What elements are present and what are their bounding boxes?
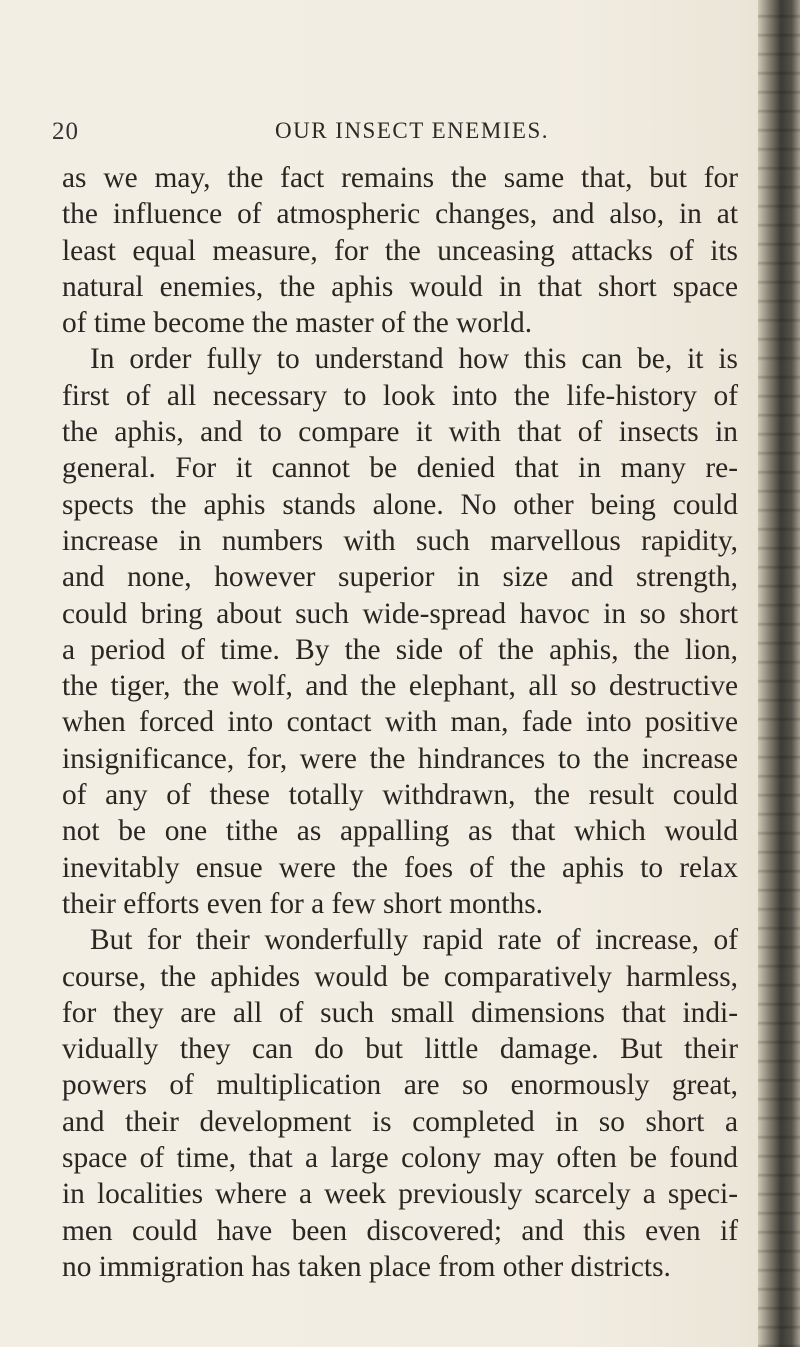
- text-line: in localities where a week previously scarcely a speci-: [62, 1178, 738, 1211]
- text-line: for they are all of such small dimensions that indi-: [62, 996, 738, 1029]
- text-line: and none, however superior in size and strength,: [62, 561, 738, 594]
- text-line: and their development is completed in so short a: [62, 1105, 738, 1138]
- page-number: 20: [52, 118, 79, 145]
- text-line: not be one tithe as appalling as that which would: [62, 815, 738, 848]
- text-line: space of time, that a large colony may often be found: [62, 1142, 738, 1175]
- text-line: the aphis, and to compare it with that of insects in: [62, 416, 738, 449]
- text-line: least equal measure, for the unceasing attacks of its: [62, 234, 738, 267]
- text-line: vidually they can do but little damage. But their: [62, 1033, 738, 1066]
- text-line: course, the aphides would be comparatively harmless,: [62, 960, 738, 993]
- body-text: [62, 160, 738, 1285]
- text-line: powers of multiplication are so enormously great,: [62, 1069, 738, 1102]
- book-binding-edge: [758, 0, 800, 1347]
- text-line: of time become the master of the world.: [62, 307, 533, 340]
- running-title: OUR INSECT ENEMIES.: [274, 118, 550, 143]
- text-line: inevitably ensue were the foes of the aphis to relax: [62, 851, 738, 884]
- text-line: a period of time. By the side of the aphis, the lion,: [62, 633, 738, 666]
- text-line: In order fully to understand how this can be, it is: [90, 343, 738, 376]
- text-line: natural enemies, the aphis would in that short space: [62, 270, 738, 303]
- text-line: the influence of atmospheric changes, and also, in at: [62, 198, 738, 231]
- text-line: first of all necessary to look into the life-history of: [62, 379, 738, 412]
- text-line: the tiger, the wolf, and the elephant, all so destructive: [62, 670, 738, 703]
- text-line: increase in numbers with such marvellous rapidity,: [62, 524, 738, 557]
- text-line: of any of these totally withdrawn, the result could: [62, 779, 738, 812]
- text-line: their efforts even for a few short months.: [62, 887, 543, 920]
- page-header: [52, 112, 732, 152]
- text-line: as we may, the fact remains the same that, but for: [62, 162, 738, 194]
- text-line: no immigration has taken place from other districts.: [62, 1250, 671, 1283]
- text-line: men could have been discovered; and this even if: [62, 1214, 738, 1247]
- text-line: when forced into contact with man, fade into positive: [62, 706, 738, 739]
- text-line: general. For it cannot be denied that in many re-: [62, 452, 738, 485]
- text-line: could bring about such wide-spread havoc in so short: [62, 597, 738, 630]
- text-line: spects the aphis stands alone. No other being could: [62, 488, 738, 521]
- text-line: But for their wonderfully rapid rate of increase, of: [90, 924, 738, 957]
- text-line: insignificance, for, were the hindrances to the increase: [62, 742, 738, 775]
